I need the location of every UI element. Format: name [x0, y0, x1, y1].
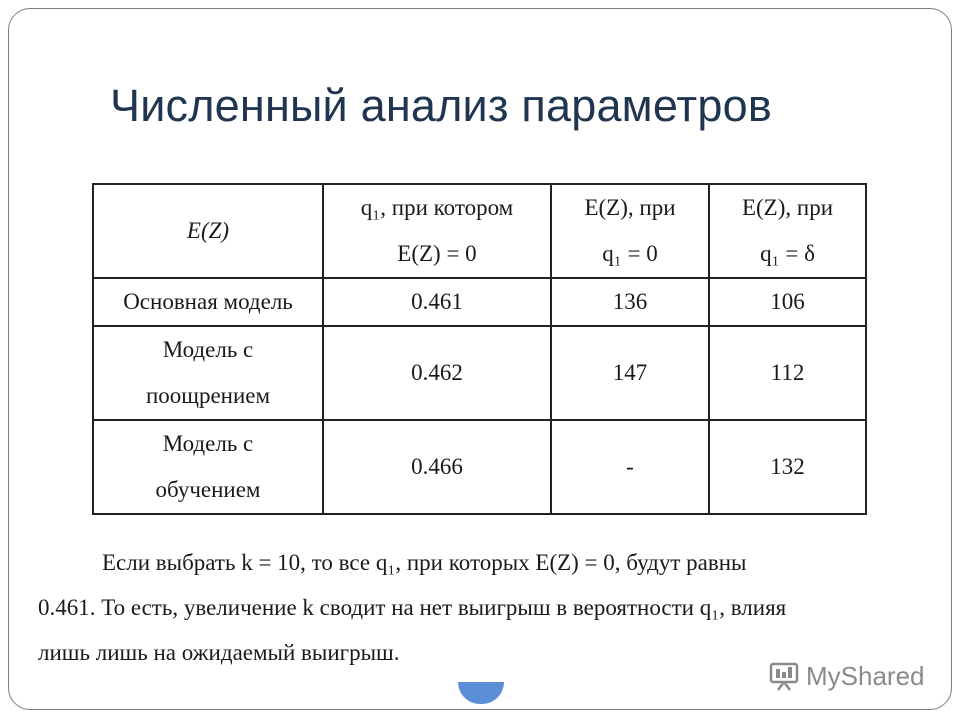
header-ez-qdelta	[709, 184, 866, 278]
paragraph-line-3: лишь лишь на ожидаемый выигрыш.	[38, 640, 400, 665]
cell-q1: 0.461	[323, 278, 551, 326]
slide-title: Численный анализ параметров	[110, 80, 772, 131]
table-header-row	[93, 184, 866, 278]
row-label	[93, 278, 323, 326]
cell-ez-qdelta: 106	[709, 278, 866, 326]
table-row	[93, 420, 866, 514]
cell-ez-q0: 147	[551, 326, 709, 420]
header-ez-q0	[551, 184, 709, 278]
row-label-line1: Основная модель	[123, 289, 293, 314]
header-ez	[93, 184, 323, 278]
row-label-line1: Модель с	[162, 431, 254, 456]
cell-ez-qdelta: 112	[709, 326, 866, 420]
table-row	[93, 278, 866, 326]
cell-ez-q0: 136	[551, 278, 709, 326]
cell-ez-q0: -	[551, 420, 709, 514]
row-label-line2: поощрением	[145, 383, 271, 408]
row-label	[93, 326, 323, 420]
header-ez-qdelta-line2: q₁ = δ	[760, 241, 815, 266]
table-row	[93, 326, 866, 420]
header-q1-zero-line1: q₁, при котором	[360, 195, 514, 220]
cell-q1: 0.466	[323, 420, 551, 514]
row-label-line1: Модель с	[162, 337, 254, 362]
explanation-paragraph	[38, 540, 920, 675]
cell-q1: 0.462	[323, 326, 551, 420]
paragraph-line-2: 0.461. То есть, увеличение k сводит на нет выигрыш в вероятности q₁, влияя	[38, 595, 787, 620]
header-ez-q0-line1: E(Z), при	[584, 195, 676, 220]
parameters-table	[92, 183, 867, 515]
cell-ez-qdelta: 132	[709, 420, 866, 514]
paragraph-line-1: Если выбрать k = 10, то все q₁, при которых E(Z) = 0, будут равны	[102, 550, 747, 575]
header-q1-zero-line2: E(Z) = 0	[397, 241, 477, 266]
myshared-watermark	[768, 656, 925, 696]
row-label-line2: обучением	[155, 477, 261, 502]
watermark-text: MyShared	[806, 660, 925, 691]
presentation-board-icon	[768, 660, 800, 692]
header-q1-zero	[323, 184, 551, 278]
header-ez-label: E(Z)	[186, 218, 230, 243]
row-label	[93, 420, 323, 514]
header-ez-qdelta-line1: E(Z), при	[741, 195, 834, 220]
header-ez-q0-line2: q₁ = 0	[602, 241, 658, 266]
